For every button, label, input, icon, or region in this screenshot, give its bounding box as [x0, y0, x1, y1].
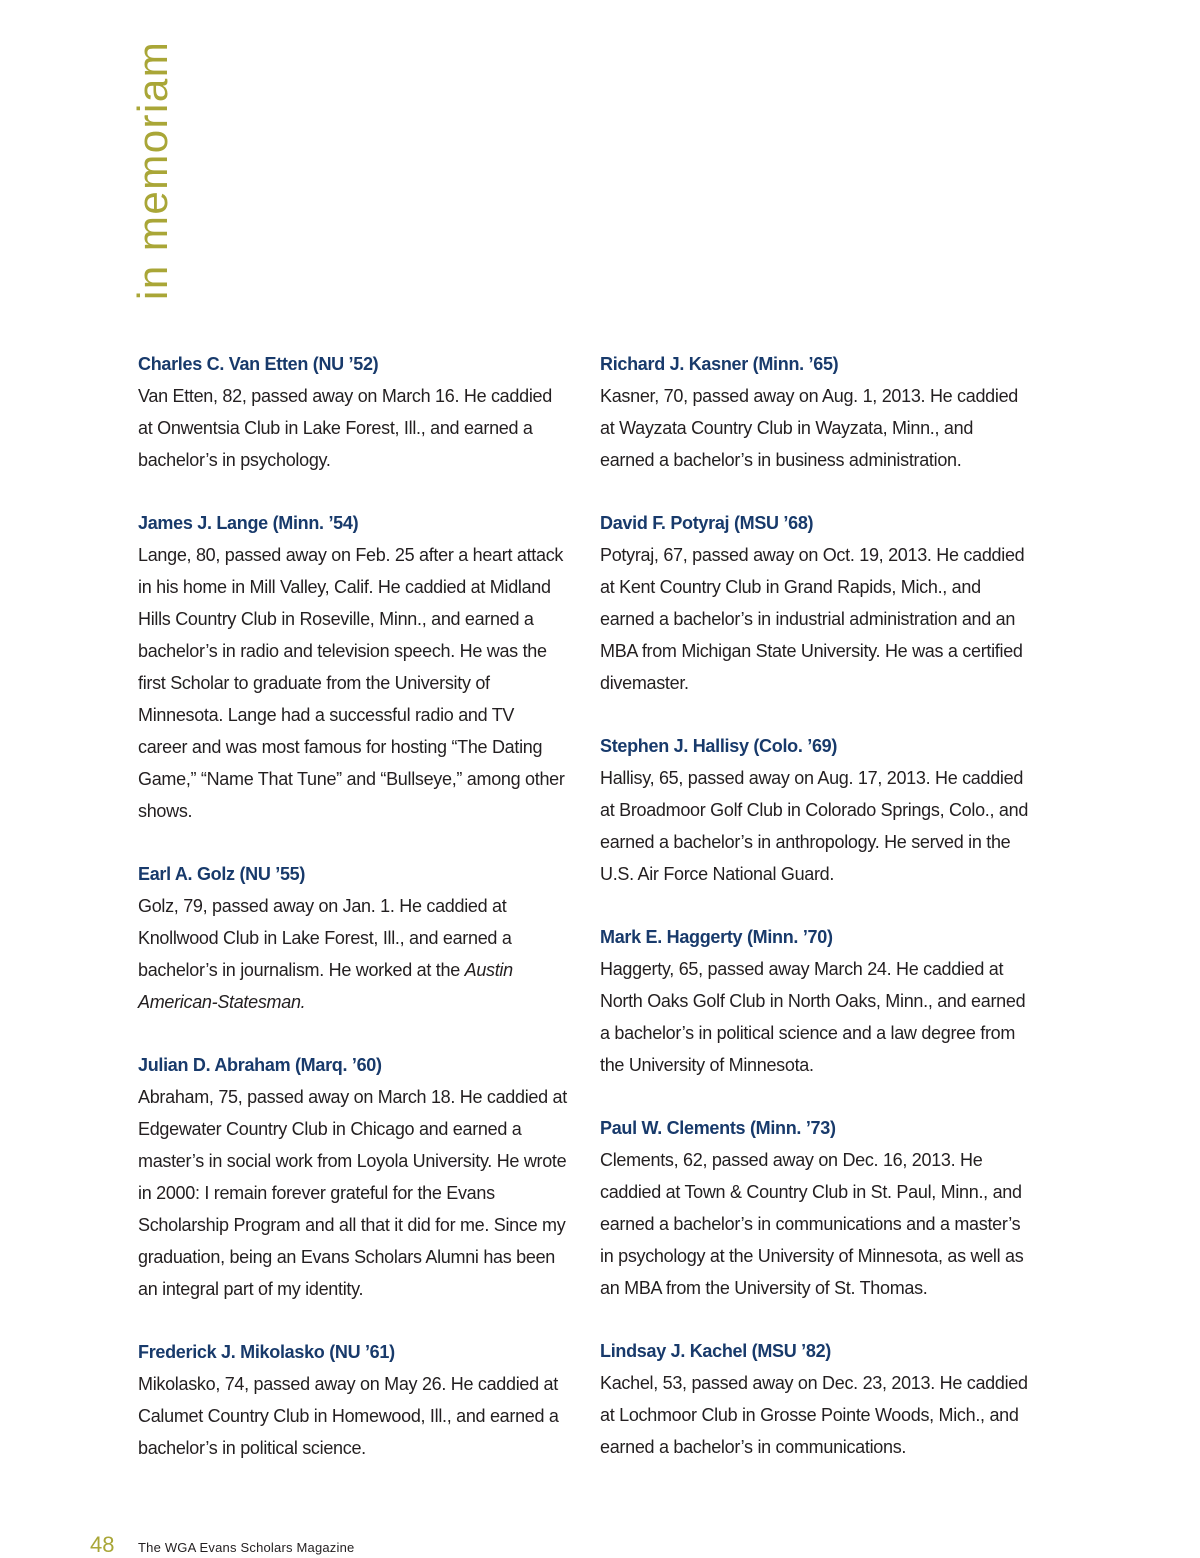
obituary-text — [138, 380, 568, 476]
magazine-title: The WGA Evans Scholars Magazine — [138, 1540, 355, 1555]
obituary-name: James J. Lange (Minn. ’54) — [138, 513, 359, 533]
obituary-entry — [600, 1335, 1030, 1463]
obituary-text — [600, 539, 1030, 699]
obituary-entry — [600, 921, 1030, 1081]
obituary-name: Stephen J. Hallisy (Colo. ’69) — [600, 736, 838, 756]
obituary-text — [600, 1367, 1030, 1463]
obituary-entry — [138, 507, 568, 827]
obituary-body: Golz, 79, passed away on Jan. 1. He caddied at Knollwood Club in Lake Forest, Ill., and earned a bachelor’s in journalism. He worked at the — [138, 896, 512, 980]
obituary-body: Clements, 62, passed away on Dec. 16, 2013. He caddied at Town & Country Club in St. Paul, Minn., and earned a bachelor’s in communications and a master’s in psychology at the University of Minnesota, as well as an MBA from the University of St. Thomas. — [600, 1150, 1024, 1298]
obituary-text — [138, 1081, 568, 1305]
obituary-entry — [138, 348, 568, 476]
obituary-text — [600, 380, 1030, 476]
obituary-entry — [138, 858, 568, 1018]
obituary-text — [600, 1144, 1030, 1304]
obituary-name: Lindsay J. Kachel (MSU ’82) — [600, 1341, 831, 1361]
obituary-entry — [600, 730, 1030, 890]
obituary-body: Van Etten, 82, passed away on March 16. He caddied at Onwentsia Club in Lake Forest, Ill., and earned a bachelor’s in psychology. — [138, 386, 552, 470]
obituary-name: Richard J. Kasner (Minn. ’65) — [600, 354, 839, 374]
right-column — [600, 348, 1030, 1494]
obituary-text — [138, 539, 568, 827]
obituary-body: Hallisy, 65, passed away on Aug. 17, 2013. He caddied at Broadmoor Golf Club in Colorado Springs, Colo., and earned a bachelor’s in anthropology. He served in the U.S. Air Force National Guard. — [600, 768, 1029, 884]
section-title: in memoriam — [129, 40, 176, 300]
obituary-name: Mark E. Haggerty (Minn. ’70) — [600, 927, 833, 947]
page-number: 48 — [90, 1532, 115, 1557]
obituary-name: Charles C. Van Etten (NU ’52) — [138, 354, 379, 374]
left-column — [138, 348, 568, 1495]
obituary-name: David F. Potyraj (MSU ’68) — [600, 513, 814, 533]
obituary-body: Lange, 80, passed away on Feb. 25 after a heart attack in his home in Mill Valley, Calif. He caddied at Midland Hills Country Club in Roseville, Minn., and earned a bachelor’s in radio and television speech. He was the first Scholar to graduate from the University of Minnesota. Lange had a successful radio and TV career and was most famous for hosting “The Dating Game,” “Name That Tune” and “Bullseye,” among other shows. — [138, 545, 565, 821]
obituary-text — [138, 890, 568, 1018]
obituary-name: Julian D. Abraham (Marq. ’60) — [138, 1055, 382, 1075]
obituary-body: Kasner, 70, passed away on Aug. 1, 2013. He caddied at Wayzata Country Club in Wayzata, Minn., and earned a bachelor’s in business administration. — [600, 386, 1019, 470]
page-footer — [90, 1532, 354, 1558]
obituary-body: Mikolasko, 74, passed away on May 26. He caddied at Calumet Country Club in Homewood, Ill., and earned a bachelor’s in political science. — [138, 1374, 559, 1458]
obituary-text — [138, 1368, 568, 1464]
obituary-text — [600, 762, 1030, 890]
obituary-text — [600, 953, 1030, 1081]
obituary-entry — [600, 348, 1030, 476]
obituary-body: Abraham, 75, passed away on March 18. He caddied at Edgewater Country Club in Chicago and earned a master’s in social work from Loyola University. He wrote in 2000: I remain forever grateful for the Evans Scholarship Program and all that it did for me. Since my graduation, being an Evans Scholars Alumni has been an integral part of my identity. — [138, 1087, 567, 1299]
obituary-name: Frederick J. Mikolasko (NU ’61) — [138, 1342, 395, 1362]
obituary-body: Haggerty, 65, passed away March 24. He caddied at North Oaks Golf Club in North Oaks, Minn., and earned a bachelor’s in political science and a law degree from the University of Minnesota. — [600, 959, 1026, 1075]
obituary-entry — [138, 1049, 568, 1305]
obituary-name: Earl A. Golz (NU ’55) — [138, 864, 306, 884]
obituary-name: Paul W. Clements (Minn. ’73) — [600, 1118, 836, 1138]
obituary-entry — [600, 507, 1030, 699]
obituary-entry — [600, 1112, 1030, 1304]
publication-title: Austin American-Statesman. — [138, 960, 513, 1012]
obituary-body: Kachel, 53, passed away on Dec. 23, 2013. He caddied at Lochmoor Club in Grosse Pointe Woods, Mich., and earned a bachelor’s in communications. — [600, 1373, 1028, 1457]
obituary-body: Potyraj, 67, passed away on Oct. 19, 2013. He caddied at Kent Country Club in Grand Rapids, Mich., and earned a bachelor’s in industrial administration and an MBA from Michigan State University. He was a certified divemaster. — [600, 545, 1025, 693]
obituary-entry — [138, 1336, 568, 1464]
